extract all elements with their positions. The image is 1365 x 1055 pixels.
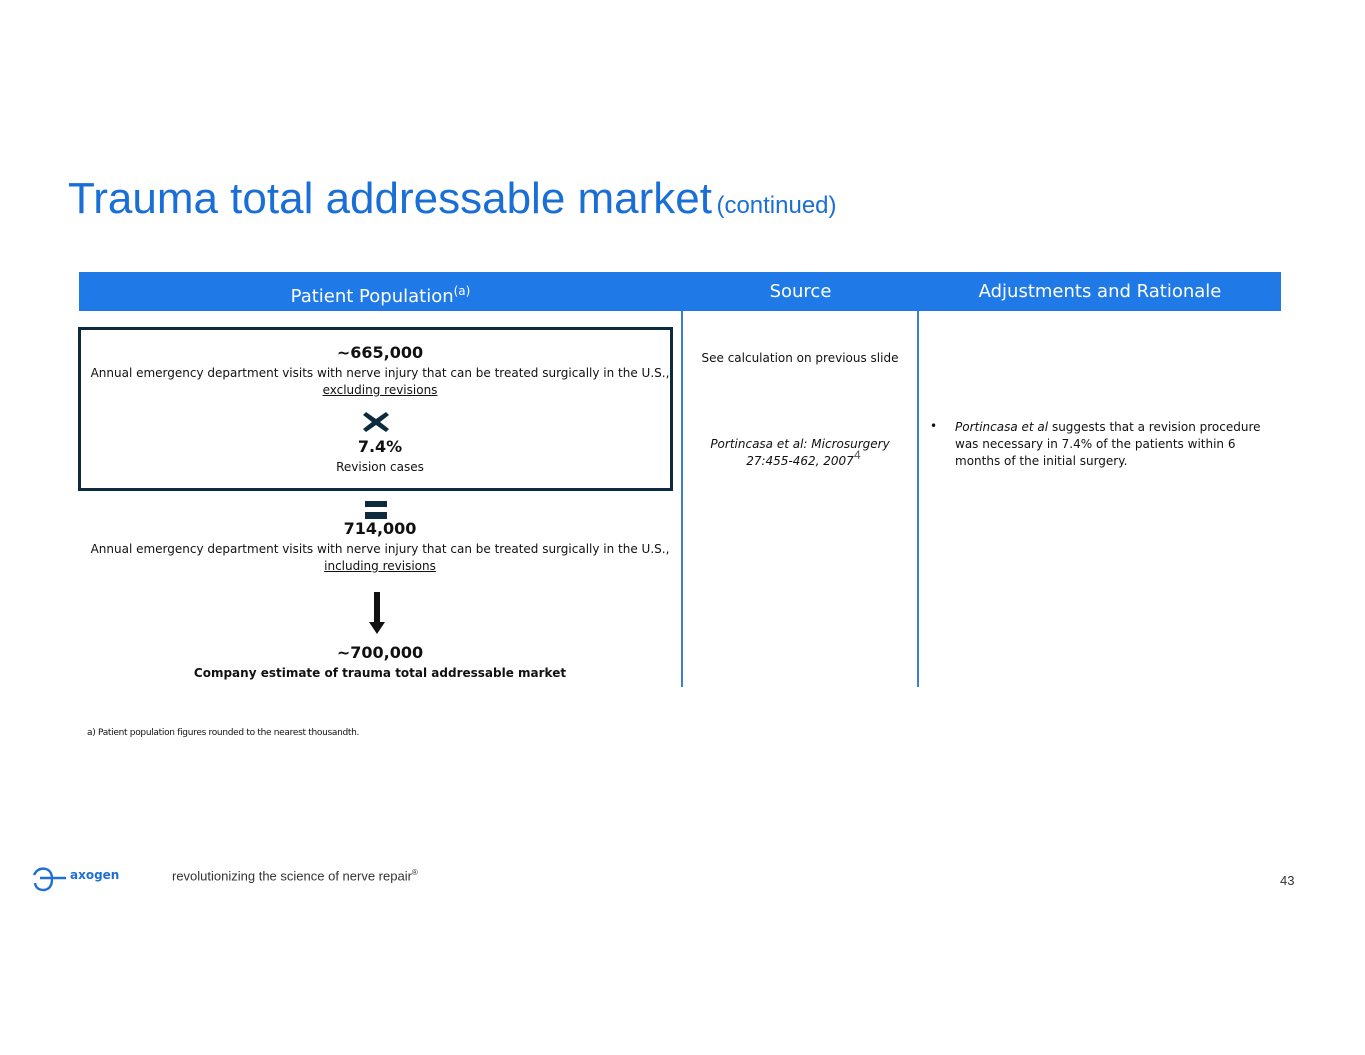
header-source: Source [769, 281, 832, 302]
value-700000: ~700,000 [336, 643, 424, 662]
title-main: Trauma total addressable market [68, 174, 712, 223]
header-adjustments: Adjustments and Rationale [978, 281, 1222, 302]
value-665000: ~665,000 [336, 343, 424, 362]
citation-superscript: 4 [854, 448, 861, 462]
desc-including: Annual emergency department visits with nerve injury that can be treated surgically in the U.S., including revisions [90, 542, 670, 573]
title-sub: (continued) [716, 192, 837, 219]
header-population: Patient Population$^{(a)}$ [290, 284, 471, 307]
column-divider [681, 311, 683, 687]
equals-icon [365, 501, 387, 519]
column-divider [917, 311, 919, 687]
tagline: revolutionizing the science of nerve repair® [172, 868, 418, 884]
source-citation: Portincasa et al: Microsurgery 27:455-462, 2007 [710, 437, 890, 468]
multiply-icon [363, 410, 389, 434]
down-arrow-icon [369, 592, 385, 634]
desc-revision-cases: Revision cases [336, 460, 424, 474]
bullet-marker: • [930, 419, 938, 433]
desc-excluding: Annual emergency department visits with nerve injury that can be treated surgically in the U.S., excluding revisions [90, 366, 670, 397]
source-previous-slide: See calculation on previous slide [701, 351, 899, 365]
value-714000: 714,000 [343, 519, 417, 538]
footnote: a) Patient population figures rounded to the nearest thousandth. [87, 728, 360, 738]
value-7-4-percent: 7.4% [357, 437, 403, 456]
slide-title [68, 174, 837, 224]
table-header [79, 272, 1281, 311]
adjustment-rationale: Portincasa et al suggests that a revision procedure was necessary in 7.4% of the patients within 6 months of the initial surgery. [955, 420, 1261, 468]
desc-company-estimate: Company estimate of trauma total addressable market [193, 666, 567, 680]
page-number: 43 [1280, 873, 1295, 888]
logo-wordmark: axogen [70, 868, 120, 882]
